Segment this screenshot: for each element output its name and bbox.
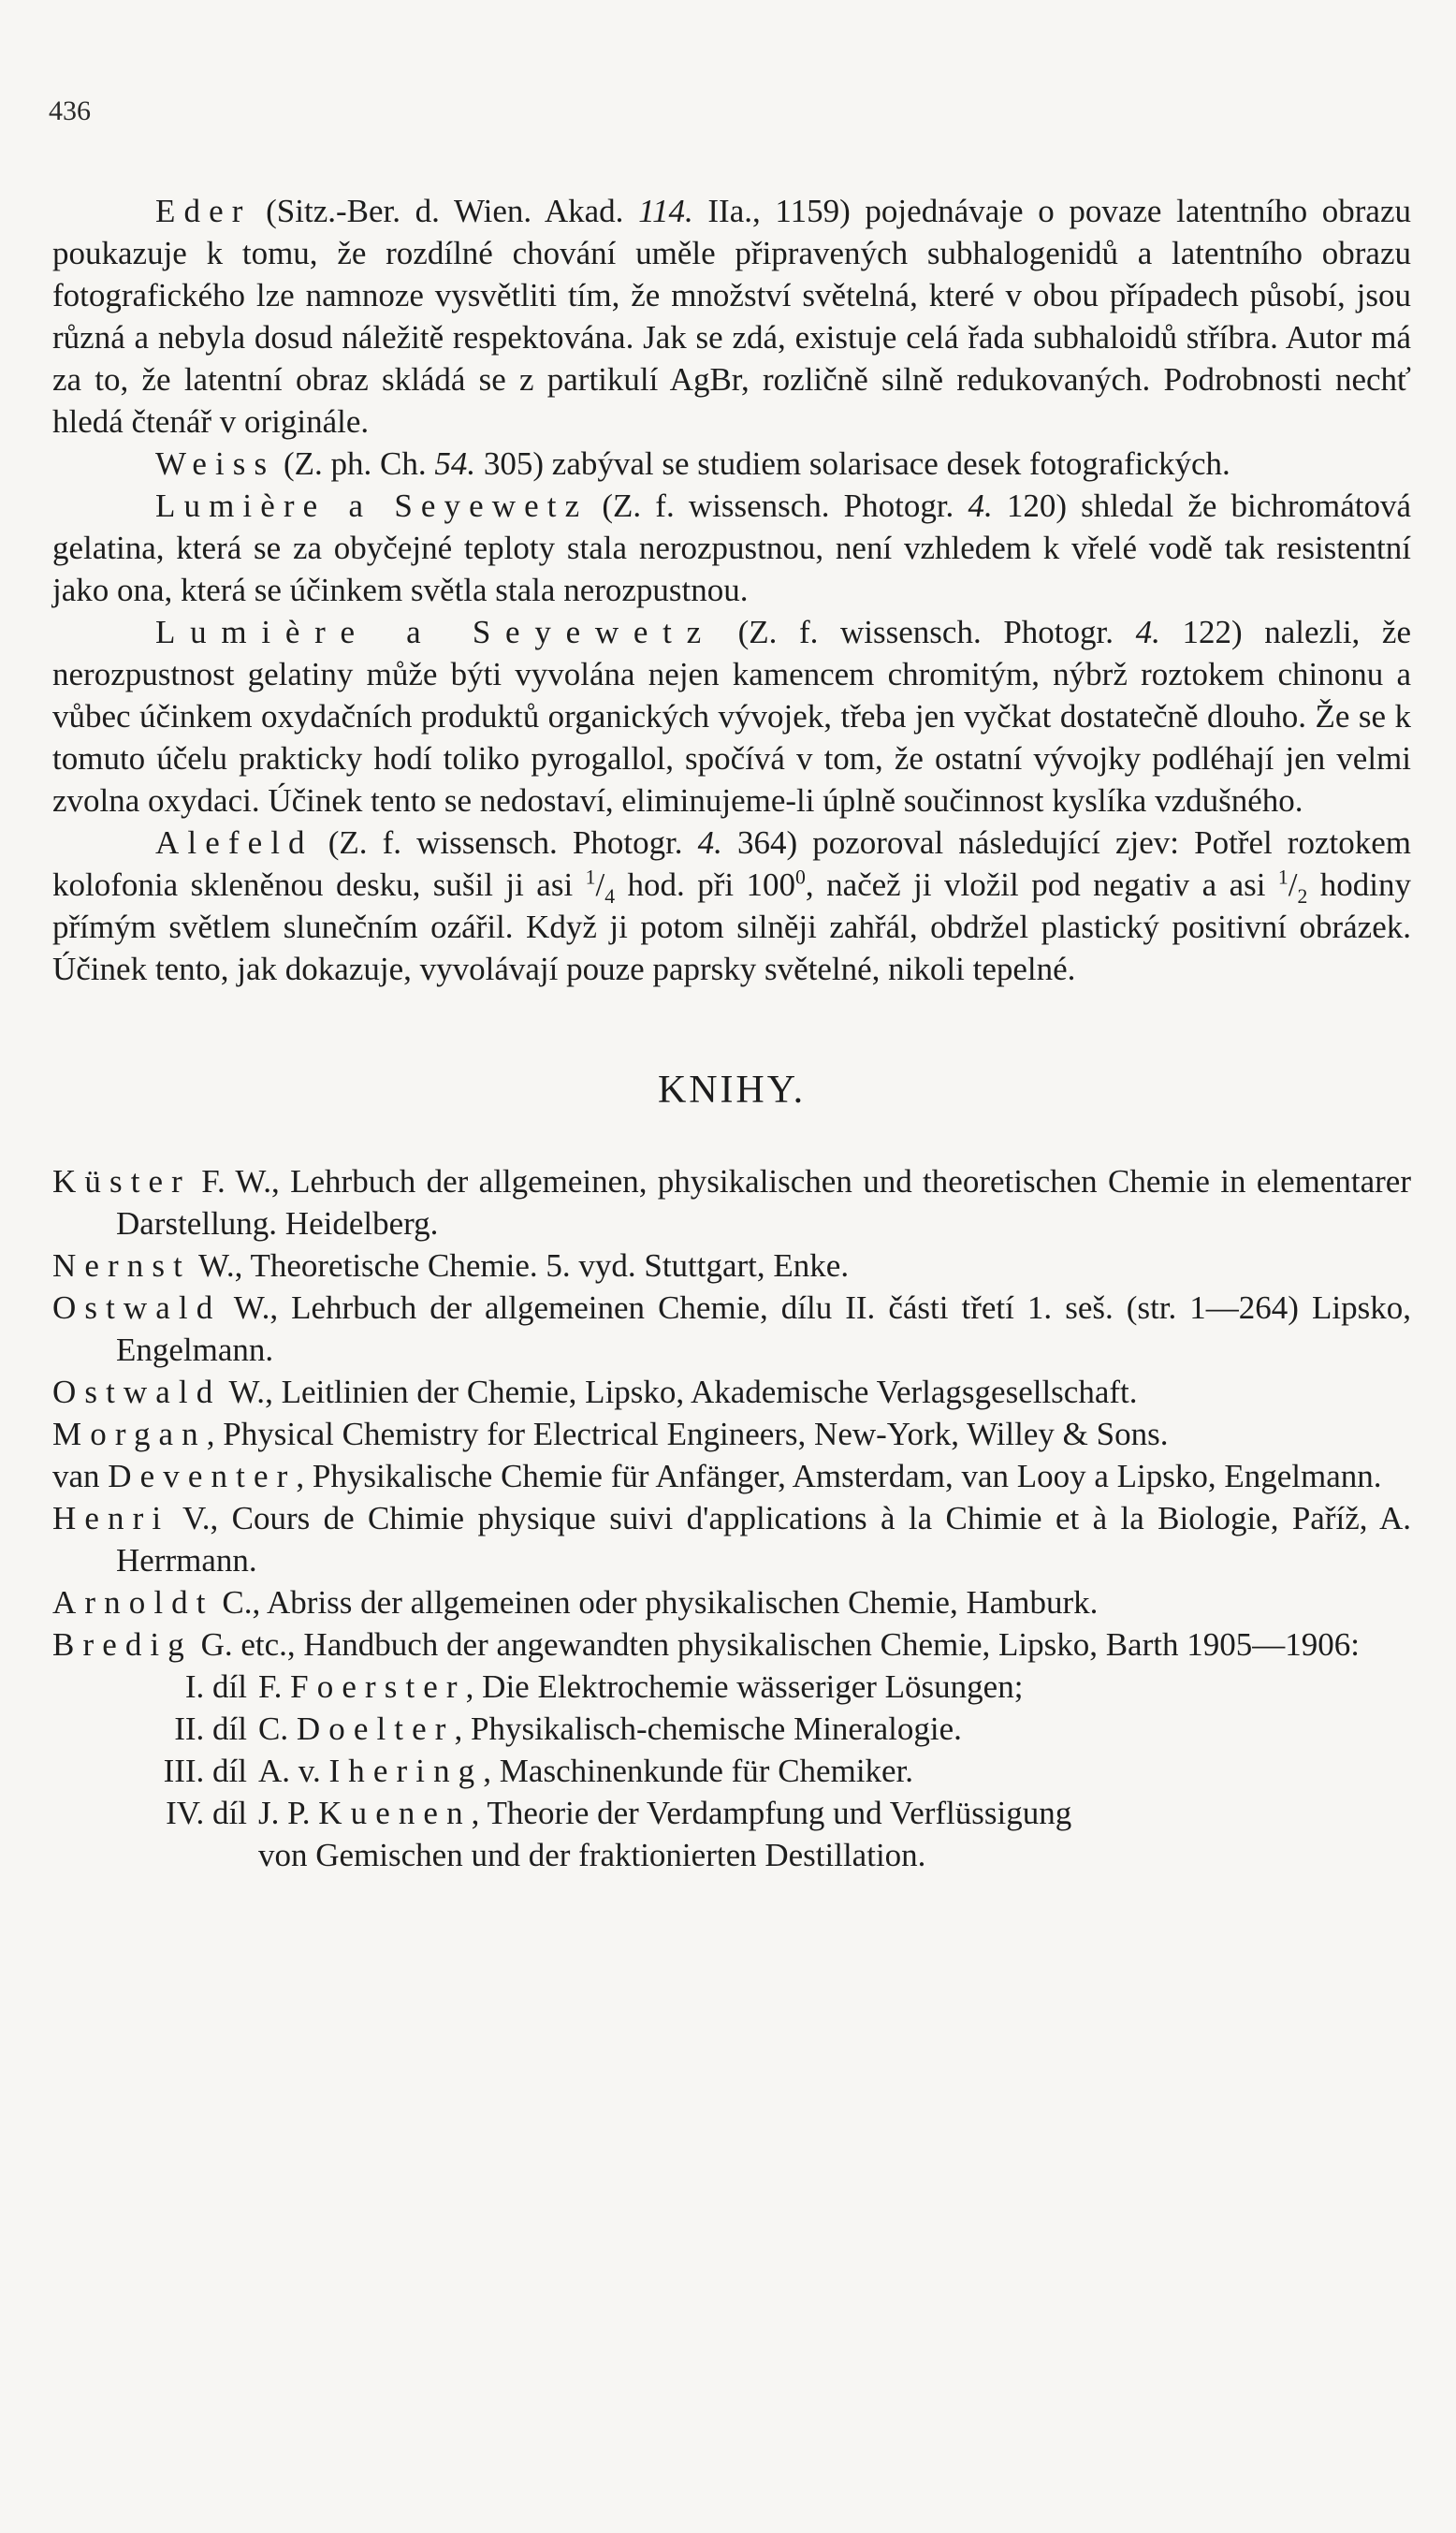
editor-initials: J. P. [258,1795,319,1831]
paragraph-text: (Z. f. wissensch. Photogr. [313,824,698,861]
volume-label: IV. díl [166,1795,247,1831]
volume-title-continued: von Gemischen und der fraktionierten Destillation. [258,1837,926,1873]
volume-number: 114. [638,193,693,229]
book-text: , Leitlinien der Chemie, Lipsko, Akademische Verlagsgesellschaft. [265,1374,1138,1410]
fraction-denominator: 2 [1297,885,1308,908]
book-text: , Lehrbuch der allgemeinen, physikalischen und theoretischen Chemie in elementarer Darstellung. Heidelberg. [116,1163,1411,1242]
paragraph-alefeld: Alefeld (Z. f. wissensch. Photogr. 4. 364) pozoroval následující zjev: Potřel roztokem kolofonia skleněnou desku, sušil ji asi $^1/_4$ hod. při $100^0$, načež ji vložil pod negativ a asi $^1/_2$ hodiny přímým světlem slunečním ozářil. Když ji potom silněji zahřál, obdržel plastický positivní obrázek. Účinek tento, jak dokazuje, vyvolávají pouze paprsky světelné, nikoli tepelné. [52,824,1411,987]
book-text: , Cours de Chimie physique suivi d'applications à la Chimie et à la Biologie, Paříž, A. Herrmann. [116,1500,1411,1579]
volume-text [258,1750,1411,1792]
author-name: Eder [155,193,252,229]
book-author: Deventer [108,1458,297,1494]
volume-number: 54. [434,445,476,482]
book-entry [52,1581,1411,1623]
fraction-numerator: 1 [585,866,596,889]
book-author: Nernst [52,1247,191,1284]
book-initials: F. W. [190,1163,272,1200]
book-entry [52,1497,1411,1581]
volume-text [258,1792,1411,1834]
book-entry [52,1413,1411,1455]
author-name: Weiss [155,445,276,482]
volumes-list [52,1666,1411,1876]
book-initials: W. [190,1247,235,1284]
editor-name: Kuenen [318,1795,472,1831]
volume-entry [52,1750,1411,1792]
book-author: Bredig [52,1626,193,1663]
book-entry [52,1623,1411,1666]
book-entry [52,1287,1411,1371]
volume-entry [52,1666,1411,1708]
author-name: Lumière a Seyewetz [155,614,716,650]
volume-title: , Maschinenkunde für Chemiker. [483,1753,914,1789]
volume-label: II. díl [174,1711,247,1747]
volume-number: 4. [968,488,993,524]
paragraph-text: 122) nalezli, že nerozpustnost gelatiny může býti vyvolána nejen kamencem chromitým, nýbrž roztokem chinonu a vůbec účinkem oxydačních produktů organických vývojek, třeba jen vyčkat dostatečně dlouho. Že se k tomuto účelu prakticky hodí toliko pyrogallol, spočívá v tom, že ostatní vývojky podléhají jen velmi zvolna oxydaci. Účinek tento se nedostaví, eliminujeme-li úplně součinnost kyslíka vzdušného. [52,614,1411,819]
paragraph-text: , načež ji vložil pod negativ a asi [805,866,1278,903]
book-author-prefix: van [52,1458,109,1494]
book-entry [52,1455,1411,1497]
book-author: Henri [52,1500,170,1536]
volume-text [258,1708,1411,1750]
paragraph-lumiere-1 [52,485,1411,611]
editor-initials: C. [258,1711,297,1747]
book-author: Morgan [52,1416,207,1452]
paragraph-text: hodiny přímým světlem slunečním ozářil. Když ji potom silněji zahřál, obdržel plastický positivní obrázek. Účinek tento, jak dokazuje, vyvolávají pouze paprsky světelné, nikoli tepelné. [52,866,1411,987]
paragraph-text: (Z. f. wissensch. Photogr. [715,614,1136,650]
book-text: , Theoretische Chemie. 5. vyd. Stuttgart, Enke. [234,1247,850,1284]
volume-label: III. díl [163,1753,247,1789]
volume-number: 4. [697,824,722,861]
book-author: Ostwald [52,1374,222,1410]
book-text: , Lehrbuch der allgemeinen Chemie, dílu II. části třetí 1. seš. (str. 1—264) Lipsko, Engelmann. [116,1289,1411,1368]
page-number: 436 [49,95,91,126]
page-content [52,190,1411,1876]
book-initials: W. [221,1289,270,1326]
book-text: , Abriss der allgemeinen oder physikalischen Chemie, Hamburk. [252,1584,1099,1621]
paragraph-lumiere-2 [52,611,1411,822]
book-entry [52,1245,1411,1287]
paragraph-text: hod. při 100 [615,866,796,903]
degree-mark: 0 [795,866,806,889]
volume-label: I. díl [184,1668,247,1705]
book-author: Arnoldt [52,1584,214,1621]
book-author: Küster [52,1163,191,1200]
books-heading: KNIHY. [657,1069,807,1112]
book-initials: G. [192,1626,233,1663]
volume-entry [52,1708,1411,1750]
paragraph-weiss [52,443,1411,485]
book-text: etc., Handbuch der angewandten physikalischen Chemie, Lipsko, Barth 1905—1906: [232,1626,1360,1663]
fraction-numerator: 1 [1277,866,1289,889]
author-name: Lumière a Seyewetz [155,488,589,524]
editor-name: Ihering [328,1753,484,1789]
paragraph-text: (Z. f. wissensch. Photogr. [588,488,968,524]
paragraph-text: (Z. ph. Ch. [275,445,435,482]
paragraph-text: (Sitz.-Ber. d. Wien. Akad. [251,193,639,229]
volume-number: 4. [1135,614,1160,650]
editor-initials: F. [258,1668,291,1705]
book-entry [52,1371,1411,1413]
volume-entry [52,1792,1411,1876]
author-name: Alefeld [155,824,313,861]
book-initials: C. [213,1584,253,1621]
book-initials: W. [221,1374,266,1410]
book-entry [52,1160,1411,1245]
editor-initials: A. v. [258,1753,329,1789]
editor-name: Doelter [296,1711,455,1747]
paragraph-text: 364) pozoroval následující zjev: Potřel roztokem kolofonia skleněnou desku, sušil ji asi [52,824,1411,903]
paragraph-text: IIa., 1159) pojednávaje o povaze latentního obrazu poukazuje k tomu, že rozdílné chování uměle připravených subhalogenidů a latentního obrazu fotografického lze namnoze vysvětliti tím, že množství světelná, které v obou případech působí, jsou různá a nebyla dosud náležitě respektována. Jak se zdá, existuje celá řada subhaloidů stříbra. Autor má za to, že latentní obraz skládá se z partikulí AgBr, rozličně silně redukovaných. Podrobnosti nechť hledá čtenář v originále. [52,193,1411,440]
paragraph-eder [52,190,1411,443]
book-text: , Physical Chemistry for Electrical Engineers, New-York, Willey & Sons. [206,1416,1169,1452]
book-initials: V. [169,1500,211,1536]
volume-spacer [52,1834,258,1876]
books-list [52,1160,1411,1666]
book-author: Ostwald [52,1289,222,1326]
fraction-denominator: 4 [604,885,616,908]
editor-name: Foerster [290,1668,466,1705]
book-text: , Physikalische Chemie für Anfänger, Amsterdam, van Looy a Lipsko, Engelmann. [296,1458,1382,1494]
paragraph-text: 120) shledal že bichromátová gelatina, která se za obyčejné teploty stala nerozpustnou, není vzhledem k vřelé vodě tak resistentní jako ona, která se účinkem světla stala nerozpustnou. [52,488,1411,608]
paragraph-text: 305) zabýval se studiem solarisace desek fotografických. [475,445,1230,482]
volume-title: , Physikalisch-chemische Mineralogie. [454,1711,962,1747]
volume-title: , Theorie der Verdampfung und Verflüssigung [471,1795,1072,1831]
volume-text [258,1666,1411,1708]
volume-title: , Die Elektrochemie wässeriger Lösungen; [465,1668,1024,1705]
